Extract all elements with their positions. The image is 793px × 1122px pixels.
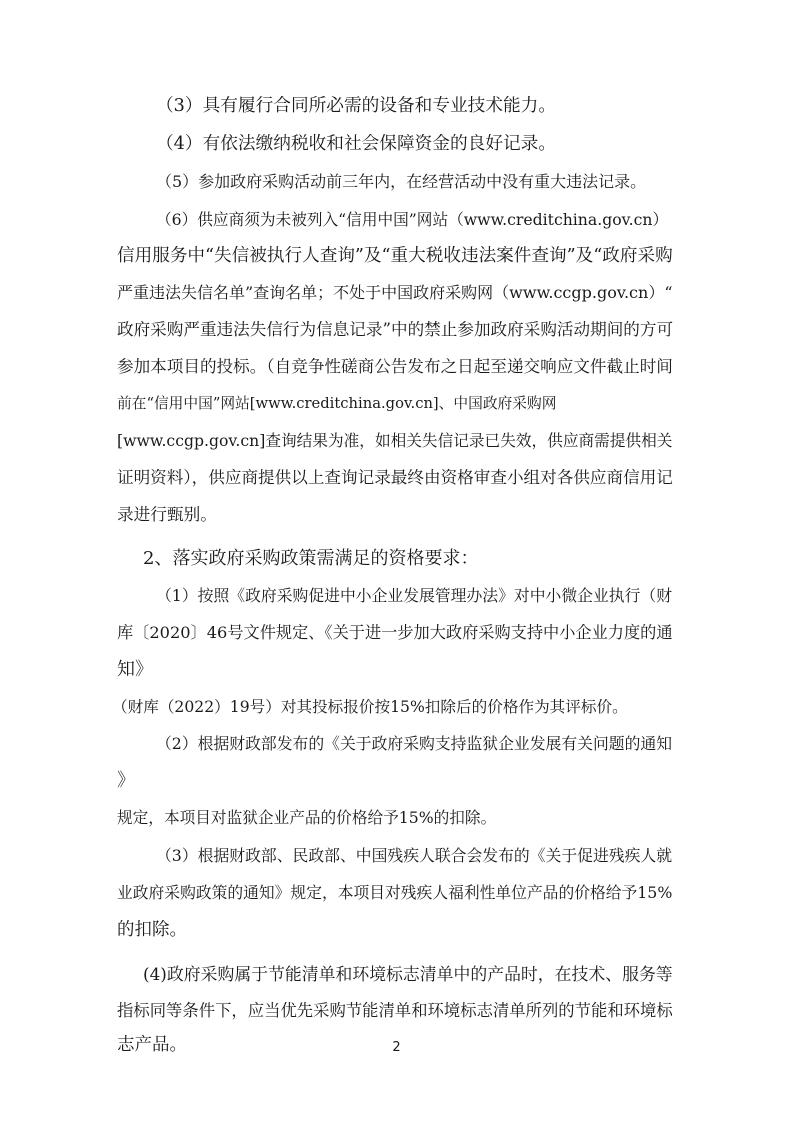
text-line: 业政府采购政策的通知》规定，本项目对残疾人福利性单位产品的价格给予15% — [117, 883, 673, 902]
text-line: （3）根据财政部、民政部、中国残疾人联合会发布的《关于促进残疾人就 — [156, 846, 673, 865]
text-line: 的扣除。 — [117, 920, 187, 940]
text-line: 规定，本项目对监狱企业产品的价格给予15%的扣除。 — [117, 808, 497, 827]
text-line: 指标同等条件下，应当优先采购节能清单和环境标志清单所列的节能和环境标 — [117, 1001, 673, 1020]
text-line: [www.ccgp.gov.cn]查询结果为准，如相关失信记录已失效，供应商需提供相关 — [117, 431, 673, 450]
page-number: 2 — [392, 1040, 401, 1055]
text-line: （2）根据财政部发布的《关于政府采购支持监狱企业发展有关问题的通知 — [156, 734, 673, 753]
text-line: 政府采购严重违法失信行为信息记录”中的禁止参加政府采购活动期间的方可 — [117, 320, 674, 339]
section-heading: 2、落实政府采购政策需满足的资格要求： — [143, 548, 479, 569]
text-line: 库〔2020〕46号文件规定、《关于进一步加大政府采购支持中小企业力度的通 — [117, 623, 673, 642]
text-line: （1）按照《政府采购促进中小企业发展管理办法》对中小微企业执行（财 — [156, 586, 673, 605]
text-line: 证明资料），供应商提供以上查询记录最终由资格审查小组对各供应商信用记 — [117, 468, 673, 487]
text-line: 严重违法失信名单”查询名单；不处于中国政府采购网（www.ccgp.gov.cn）“ — [117, 283, 673, 302]
text-line: 信用服务中“失信被执行人查询”及“重大税收违法案件查询”及“政府采购 — [117, 246, 673, 266]
text-line: 前在“信用中国”网站[www.creditchina.gov.cn]、中国政府采购网 — [117, 395, 557, 412]
text-line: (4)政府采购属于节能清单和环境标志清单中的产品时，在技术、服务等 — [143, 964, 673, 984]
text-line: （财库（2022）19号）对其投标报价按15%扣除后的价格作为其评标价。 — [112, 698, 628, 716]
text-line: 知》 — [117, 659, 153, 680]
text-line: （3）具有履行合同所必需的设备和专业技术能力。 — [156, 96, 557, 116]
text-line: 录进行甄别。 — [117, 505, 217, 524]
text-line: （5）参加政府采购活动前三年内，在经营活动中没有重大违法记录。 — [156, 172, 647, 191]
text-line: 志产品。 — [117, 1035, 187, 1055]
text-line: （6）供应商须为未被列入“信用中国”网站（www.creditchina.gov.cn） — [156, 210, 669, 229]
text-line: 》 — [117, 770, 135, 791]
text-line: 参加本项目的投标。（自竞争性磋商公告发布之日起至递交响应文件截止时间 — [117, 357, 673, 376]
text-line: （4）有依法缴纳税收和社会保障资金的良好记录。 — [156, 134, 557, 154]
